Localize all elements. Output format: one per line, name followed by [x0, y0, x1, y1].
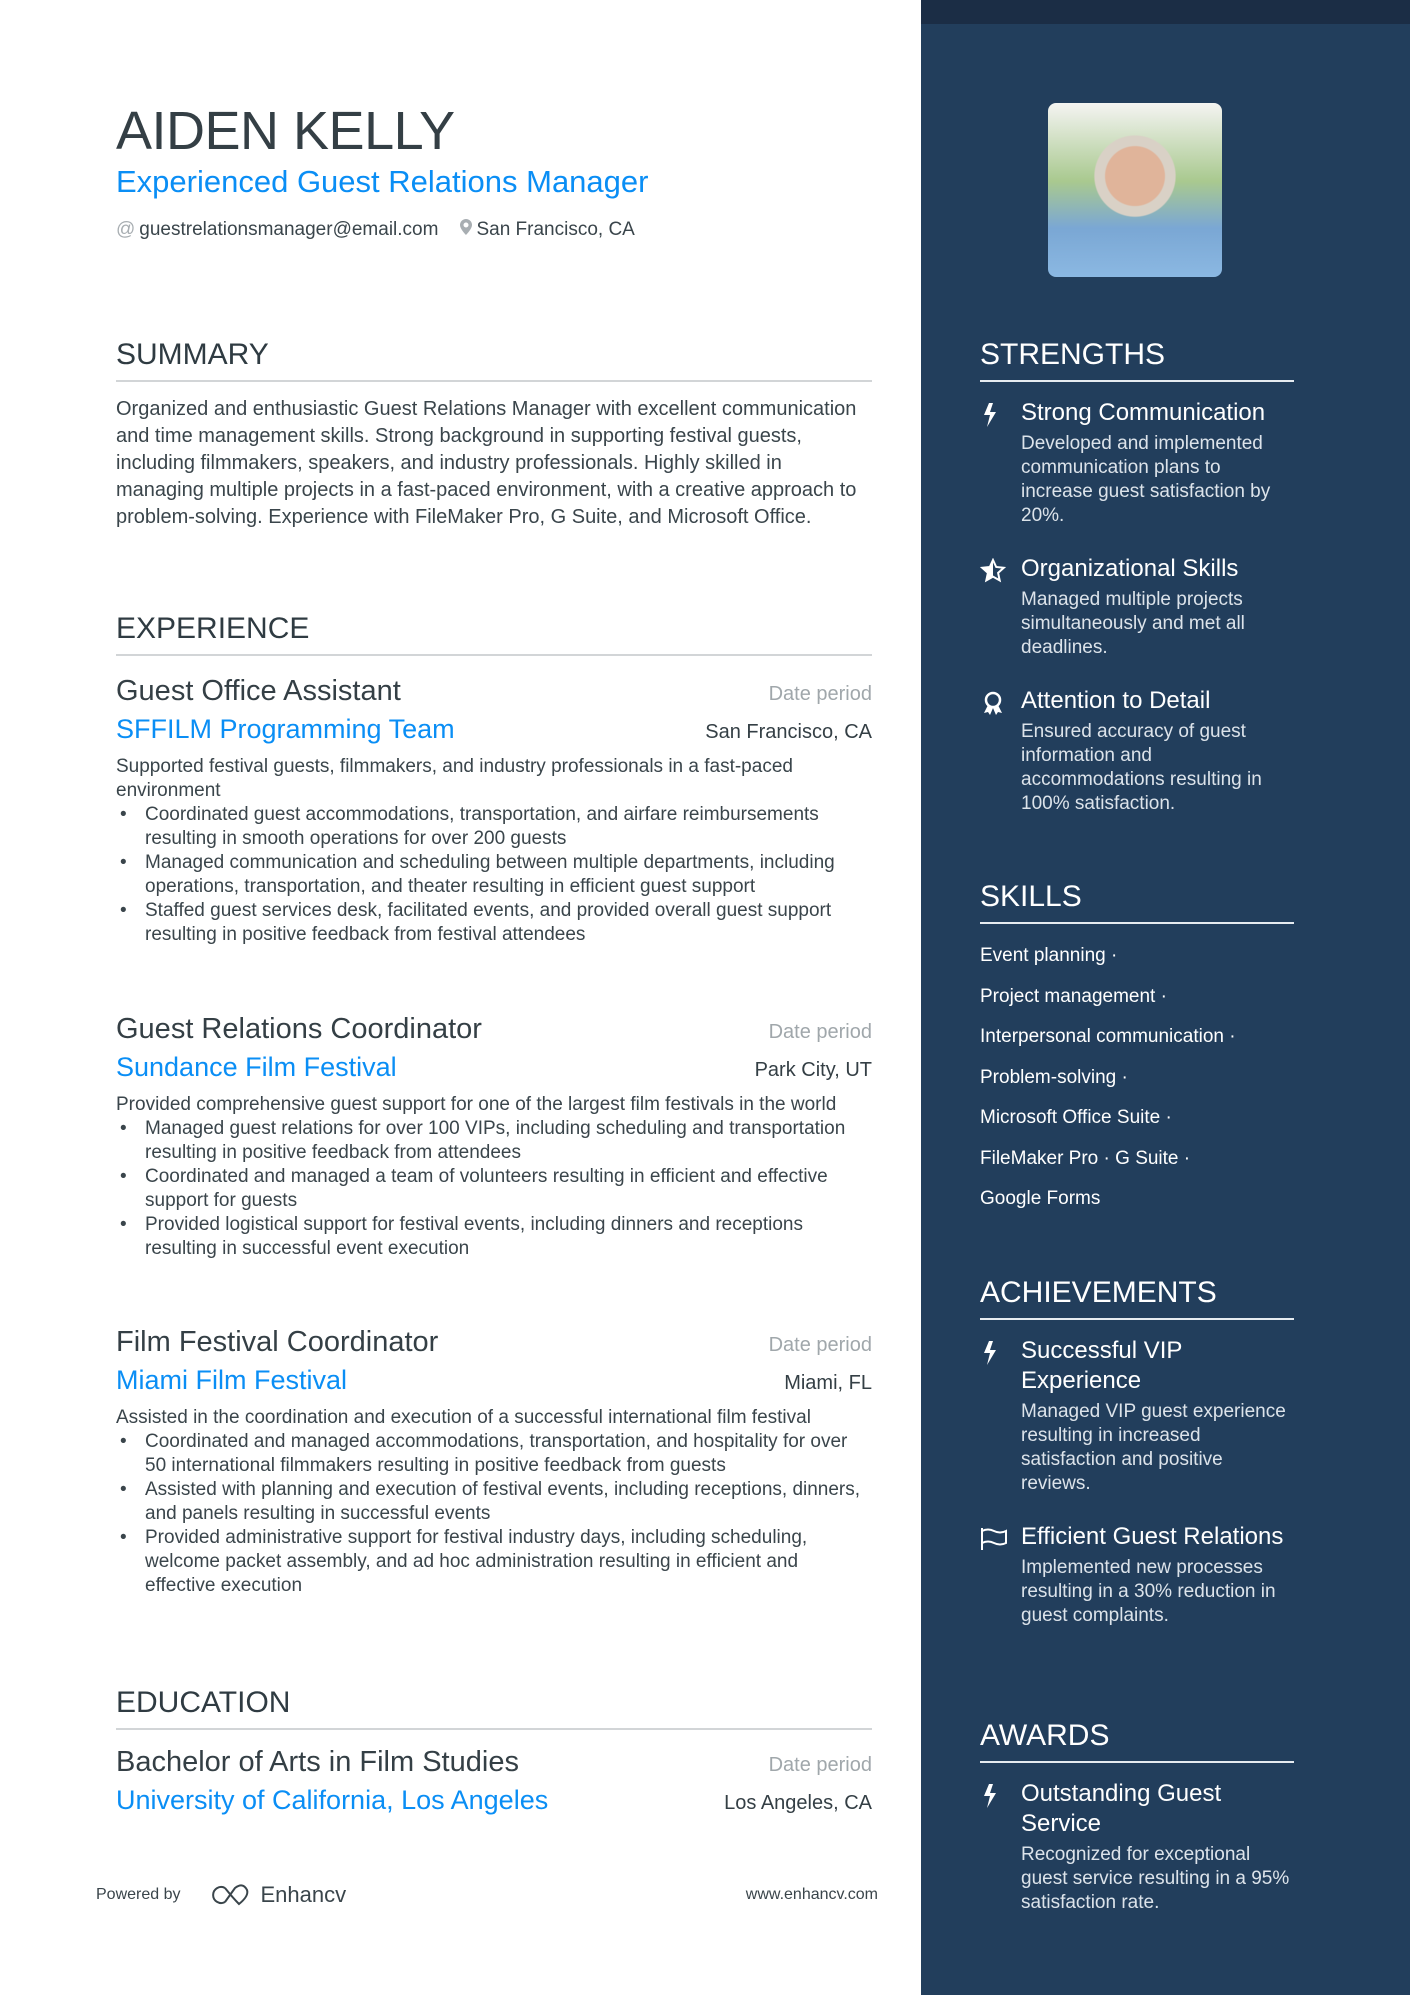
contact-info — [116, 219, 635, 241]
achievement-desc: Managed VIP guest experience resulting in increased satisfaction and positive reviews. — [1021, 1401, 1286, 1494]
powered-by-label: Powered by — [96, 1886, 181, 1903]
section-heading: EDUCATION — [116, 1686, 872, 1730]
job-title: Film Festival Coordinator — [116, 1326, 439, 1358]
achievement-item — [980, 1522, 1294, 1628]
location-item — [460, 219, 634, 241]
bullet: • Staffed guest services desk, facilitated events, and provided overall guest support resulting in positive feedback from festival attendees — [116, 899, 872, 947]
at-icon: @ — [116, 219, 136, 240]
achievement-title: Successful VIP Experience — [1021, 1337, 1182, 1394]
skill-item: Event planning · — [980, 945, 1118, 966]
star-icon — [980, 558, 1006, 584]
education-date: Date period — [768, 1754, 872, 1776]
achievement-item — [980, 1336, 1294, 1496]
bullet: • Managed communication and scheduling between multiple departments, including operations, transportation, and theater resulting in efficient guest support — [116, 851, 872, 899]
bullet: • Coordinated and managed a team of volunteers resulting in efficient and effective support for guests — [116, 1165, 872, 1213]
degree: Bachelor of Arts in Film Studies — [116, 1746, 519, 1778]
strength-desc: Ensured accuracy of guest information and accommodations resulting in 100% satisfaction. — [1021, 721, 1262, 814]
sidebar-top-bar — [921, 0, 1410, 24]
bullet: • Provided logistical support for festival events, including dinners and receptions resulting in successful event execution — [116, 1213, 872, 1261]
job-date: Date period — [768, 683, 872, 705]
section-heading: AWARDS — [980, 1719, 1294, 1763]
job-bullets — [116, 1430, 872, 1598]
strength-item — [980, 554, 1294, 660]
skill-item: Problem-solving · — [980, 1066, 1128, 1088]
skill-item: Interpersonal communication · — [980, 1026, 1236, 1047]
profile-photo — [1048, 103, 1222, 277]
achievements-section — [980, 1276, 1294, 1628]
company-name: Sundance Film Festival — [116, 1052, 397, 1082]
website-link[interactable]: www.enhancv.com — [745, 1886, 878, 1903]
company-name: SFFILM Programming Team — [116, 714, 455, 744]
job-date: Date period — [768, 1334, 872, 1356]
bolt-icon — [980, 1783, 1006, 1809]
achievement-desc: Implemented new processes resulting in a 30% reduction in guest complaints. — [1021, 1557, 1276, 1626]
strength-title: Attention to Detail — [1021, 687, 1211, 714]
bullet: • Assisted with planning and execution of festival events, including receptions, dinners, and panels resulting in successful events — [116, 1478, 872, 1526]
section-heading: ACHIEVEMENTS — [980, 1276, 1294, 1320]
strength-title: Strong Communication — [1021, 399, 1266, 426]
section-heading: SUMMARY — [116, 338, 872, 382]
school-name: University of California, Los Angeles — [116, 1785, 549, 1815]
section-heading: SKILLS — [980, 880, 1294, 924]
award-title: Outstanding Guest Service — [1021, 1780, 1222, 1837]
section-heading: STRENGTHS — [980, 338, 1294, 382]
job-date: Date period — [768, 1021, 872, 1043]
bullet: • Managed guest relations for over 100 VIPs, including scheduling and transportation resulting in positive feedback from attendees — [116, 1117, 872, 1165]
job-bullets — [116, 803, 872, 947]
summary-section — [116, 338, 872, 531]
brand-name: Enhancv — [260, 1882, 347, 1907]
footer — [96, 1882, 878, 1908]
bullet: • Coordinated and managed accommodations, transportation, and hospitality for over 50 international filmmakers resulting in positive feedback from guests — [116, 1430, 872, 1478]
location: San Francisco, CA — [476, 219, 635, 240]
skill-item: FileMaker Pro · G Suite · — [980, 1147, 1191, 1169]
section-heading: EXPERIENCE — [116, 612, 872, 656]
strength-title: Organizational Skills — [1021, 555, 1239, 582]
job-title: Guest Relations Coordinator — [116, 1013, 482, 1045]
award-item — [980, 1779, 1294, 1915]
education-section — [116, 1686, 872, 1820]
job-entry — [116, 673, 872, 947]
job-location: San Francisco, CA — [705, 721, 872, 743]
job-description: Provided comprehensive guest support for one of the largest film festivals in the world — [116, 1094, 837, 1115]
skill-item: Project management · — [980, 985, 1167, 1007]
skill-item: Google Forms — [980, 1188, 1101, 1209]
strengths-section — [980, 338, 1294, 816]
company-name: Miami Film Festival — [116, 1365, 348, 1395]
candidate-title: Experienced Guest Relations Manager — [116, 164, 649, 199]
strength-desc: Managed multiple projects simultaneously and met all deadlines. — [1021, 589, 1245, 658]
job-location: Miami, FL — [784, 1372, 872, 1394]
summary-text: Organized and enthusiastic Guest Relations Manager with excellent communication and time management skills. Strong background in supporting festival guests, including filmmakers, speakers, and industry professionals. Highly skilled in managing multiple projects in a fast-paced environment, with a creative approach to problem-solving. Experience with FileMaker Pro, G Suite, and Microsoft Office. — [116, 398, 857, 528]
award-desc: Recognized for exceptional guest service resulting in a 95% satisfaction rate. — [1021, 1844, 1290, 1913]
skill-item: Microsoft Office Suite · — [980, 1107, 1172, 1128]
experience-section — [116, 612, 872, 656]
job-title: Guest Office Assistant — [116, 675, 401, 707]
candidate-name: AIDEN KELLY — [116, 101, 455, 161]
achievement-title: Efficient Guest Relations — [1021, 1523, 1284, 1550]
award-icon — [980, 690, 1006, 716]
strength-desc: Developed and implemented communication plans to increase guest satisfaction by 20%. — [1021, 433, 1271, 526]
flag-icon — [980, 1526, 1006, 1552]
location-pin-icon — [460, 219, 472, 240]
job-bullets — [116, 1117, 872, 1261]
awards-section — [980, 1719, 1294, 1915]
job-location: Park City, UT — [754, 1059, 872, 1081]
strength-item — [980, 398, 1294, 528]
job-entry — [116, 1011, 872, 1261]
job-description: Assisted in the coordination and execution of a successful international film festival — [116, 1407, 811, 1428]
education-location: Los Angeles, CA — [724, 1792, 872, 1814]
job-entry — [116, 1324, 872, 1598]
skills-section — [980, 880, 1294, 1220]
email-item[interactable] — [116, 219, 438, 241]
bullet: • Provided administrative support for festival industry days, including scheduling, welcome packet assembly, and ad hoc administration resulting in efficient and effective execution — [116, 1526, 872, 1598]
bolt-icon — [980, 402, 1006, 428]
strength-item — [980, 686, 1294, 816]
bullet: • Coordinated guest accommodations, transportation, and airfare reimbursements resulting in smooth operations for over 200 guests — [116, 803, 872, 851]
enhancv-logo-icon[interactable] — [209, 1882, 347, 1908]
bolt-icon — [980, 1340, 1006, 1366]
email: guestrelationsmanager@email.com — [139, 219, 439, 240]
job-description: Supported festival guests, filmmakers, and industry professionals in a fast-paced environment — [116, 756, 793, 801]
